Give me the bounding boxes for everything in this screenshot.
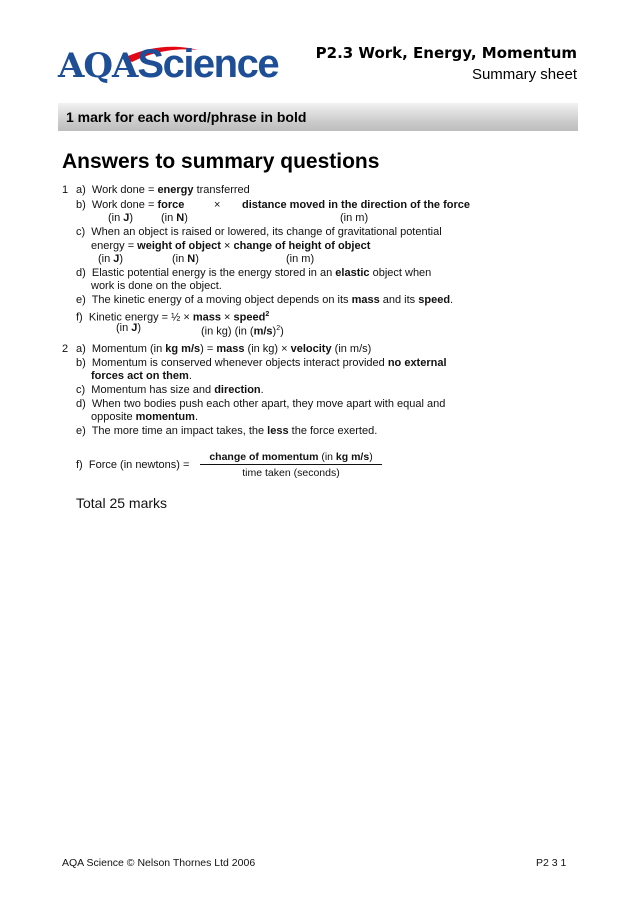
q1c-line2: energy = weight of object × change of height of object: [91, 240, 371, 252]
item-label: e): [76, 425, 86, 437]
times-symbol: ×: [214, 199, 221, 211]
bold-answer: mass: [192, 311, 221, 324]
unit: (in kg) (in $(m/s)^2$): [201, 325, 284, 338]
question-number: 2: [62, 343, 69, 355]
text: When an object is raised or lowered, its change of gravitational potential: [91, 226, 442, 238]
q2b-line: b) Momentum is conserved whenever objects interact provided no external: [76, 357, 447, 369]
page-heading: Answers to summary questions: [62, 150, 380, 173]
bold-answer: elastic: [335, 267, 370, 279]
unit: (in J): [98, 253, 124, 265]
banner-text: 1 mark for each word/phrase in bold: [66, 109, 307, 125]
bold-answer: kg m/s: [165, 343, 201, 355]
bold-answer: mass: [351, 294, 380, 306]
bold-answer: velocity: [290, 343, 332, 355]
marks-banner: [58, 103, 578, 131]
fraction-numerator: change of momentum (in kg m/s): [209, 451, 373, 463]
bold-answer: force: [157, 199, 185, 211]
bold-answer: no external: [387, 357, 447, 369]
bold-answer: mass: [216, 343, 245, 355]
bold-answer: weight of object: [137, 240, 221, 252]
item-label: d): [76, 398, 86, 410]
q1a-line: [76, 184, 250, 197]
item-label: b): [76, 199, 86, 211]
q2a-line: a) Momentum (in kg m/s) = mass (in kg) × velocity (in m/s): [76, 343, 372, 355]
bold-answer: speed: [233, 311, 266, 324]
bold-answer: momentum: [135, 411, 195, 423]
item-label: c): [76, 226, 86, 238]
total-marks: Total 25 marks: [76, 495, 168, 511]
q2c-line: c) Momentum has size and direction.: [76, 384, 264, 396]
bold-answer: less: [267, 425, 289, 437]
item-label: a): [76, 343, 86, 355]
item-label: f): [76, 311, 83, 324]
footer-copyright: AQA Science © Nelson Thornes Ltd 2006: [62, 857, 256, 869]
bold-answer: speed: [418, 294, 451, 306]
logo-science: Science: [137, 42, 279, 86]
bold-answer: energy: [157, 184, 194, 196]
q2d-line: d) When two bodies push each other apart, they move apart with equal and: [76, 398, 446, 410]
item-label: c): [76, 384, 86, 396]
document-subtitle: Summary sheet: [471, 66, 577, 83]
q1c-line: [76, 226, 442, 239]
times-symbol: ×: [223, 240, 231, 252]
item-label: f): [76, 459, 83, 471]
bold-answer: forces act on them: [91, 370, 189, 382]
item-label: e): [76, 294, 86, 306]
text: transferred: [193, 184, 250, 196]
unit: (in N): [161, 212, 188, 224]
fraction-bar: [200, 464, 382, 465]
question-number: 1: [62, 184, 69, 196]
bold-answer: direction: [214, 384, 261, 396]
bold-answer: change of height of object: [233, 240, 371, 252]
q2b-line2: forces act on them.: [91, 370, 192, 382]
item-label: a): [76, 184, 86, 196]
text: Work done =: [91, 184, 158, 196]
bold-answer: distance moved in the direction of the force: [242, 199, 470, 211]
footer-page-number: P2 3 1: [536, 857, 567, 869]
item-label: b): [76, 357, 86, 369]
q1d-line: d) Elastic potential energy is the energy stored in an elastic object when: [76, 267, 432, 279]
q1e-line: e) The kinetic energy of a moving object depends on its mass and its speed.: [76, 294, 454, 306]
unit: (in J): [116, 322, 142, 334]
logo-aqa: AQA: [58, 46, 138, 86]
q1b-line: [76, 199, 184, 212]
unit: (in m): [340, 212, 369, 224]
q2d-line2: opposite momentum.: [91, 411, 198, 423]
item-label: d): [76, 267, 86, 279]
aqa-science-logo: [58, 42, 279, 86]
unit: (in m): [286, 253, 315, 265]
q1f-line: f) Kinetic energy = ½ × mass × speed$^2$: [76, 311, 270, 324]
q2f-line: f) Force (in newtons) =: [76, 459, 190, 471]
unit: (in N): [172, 253, 199, 265]
times-symbol: ×: [224, 311, 231, 324]
unit: (in J): [108, 212, 134, 224]
text: Work done =: [91, 199, 158, 211]
fraction-denominator: time taken (seconds): [242, 467, 340, 479]
q2e-line: e) The more time an impact takes, the less the force exerted.: [76, 425, 378, 437]
q1d-line2: work is done on the object.: [91, 280, 222, 292]
document-title: P2.3 Work, Energy, Momentum: [315, 44, 577, 62]
